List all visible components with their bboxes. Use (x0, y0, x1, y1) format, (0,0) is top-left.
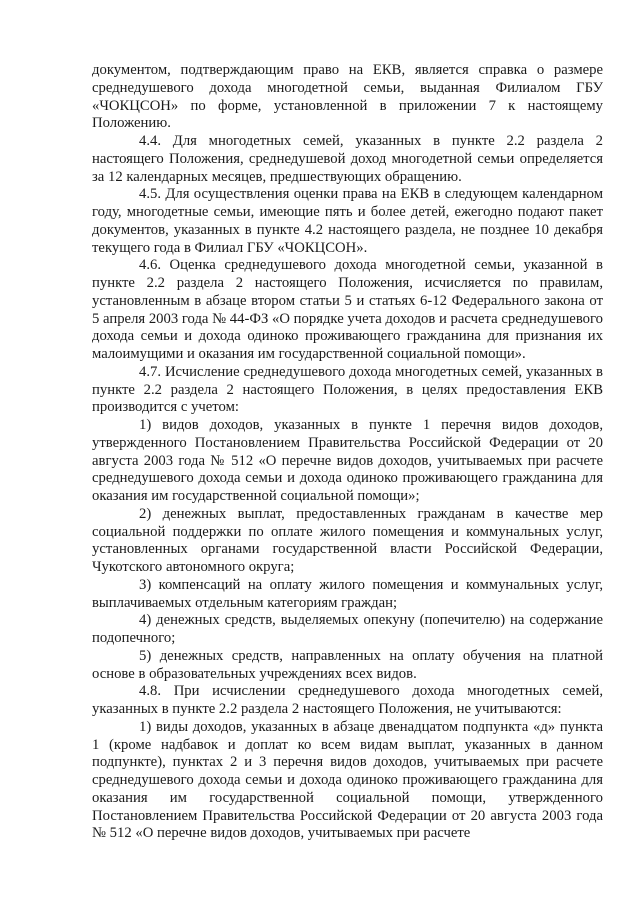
list-item-4-7-3: 3) компенсаций на оплату жилого помещения и коммунальных услуг, выплачиваемых отдельным категориям граждан; (92, 576, 603, 611)
list-item-4-7-2: 2) денежных выплат, предоставленных гражданам в качестве мер социальной поддержки по оплате жилого помещения и коммунальных услуг, установленных органами государственной власти Российской Федерации, Чукотского автономного округа; (92, 505, 603, 575)
document-body (92, 62, 603, 843)
paragraph-4-6: 4.6. Оценка среднедушевого дохода многодетной семьи, указанной в пункте 2.2 раздела 2 настоящего Положения, исчисляется по правилам, установленным в абзаце втором статьи 5 и статьях 6-12 Федерального закона от 5 апреля 2003 года № 44-ФЗ «О порядке учета доходов и расчета среднедушевого дохода семьи и дохода одиноко проживающего гражданина для признания их малоимущими и оказания им государственной социальной помощи». (92, 257, 603, 362)
list-item-4-8-1: 1) виды доходов, указанных в абзаце двенадцатом подпункта «д» пункта 1 (кроме надбавок и доплат ко всем видам выплат, указанных в данном подпункте), пунктах 2 и 3 перечня видов доходов, учитываемых при расчете среднедушевого дохода семьи и дохода одиноко проживающего гражданина для оказания им государственной социальной помощи, утвержденного Постановлением Правительства Российской Федерации от 20 августа 2003 года № 512 «О перечне видов доходов, учитываемых при расчете (92, 718, 603, 842)
paragraph-4-7: 4.7. Исчисление среднедушевого дохода многодетных семей, указанных в пункте 2.2 раздела 2 настоящего Положения, в целях предоставления ЕКВ производится с учетом: (92, 363, 603, 416)
list-item-4-7-4: 4) денежных средств, выделяемых опекуну (попечителю) на содержание подопечного; (92, 612, 603, 646)
paragraph-4-8: 4.8. При исчислении среднедушевого дохода многодетных семей, указанных в пункте 2.2 раздела 2 настоящего Положения, не учитываются: (92, 683, 603, 717)
list-item-4-7-5: 5) денежных средств, направленных на оплату обучения на платной основе в образовательных учреждениях всех видов. (92, 647, 603, 682)
list-item-4-7-1: 1) видов доходов, указанных в пункте 1 перечня видов доходов, утвержденного Постановлением Правительства Российской Федерации от 20 августа 2003 года № 512 «О перечне видов доходов, учитываемых при расчете среднедушевого дохода семьи и дохода одиноко проживающего гражданина для оказания им государственной социальной помощи»; (92, 417, 603, 504)
paragraph-continuation: документом, подтверждающим право на ЕКВ, является справка о размере среднедушевого дохода многодетной семьи, выданная Филиалом ГБУ «ЧОКЦСОН» по форме, установленной в приложении 7 к настоящему Положению. (92, 62, 603, 132)
paragraph-4-4: 4.4. Для многодетных семей, указанных в пункте 2.2 раздела 2 настоящего Положения, среднедушевой доход многодетной семьи определяется за 12 календарных месяцев, предшествующих обращению. (92, 133, 603, 185)
paragraph-4-5: 4.5. Для осуществления оценки права на ЕКВ в следующем календарном году, многодетные семьи, имеющие пять и более детей, ежегодно подают пакет документов, указанных в пункте 4.2 настоящего раздела, не позднее 10 декабря текущего года в Филиал ГБУ «ЧОКЦСОН». (92, 186, 603, 256)
